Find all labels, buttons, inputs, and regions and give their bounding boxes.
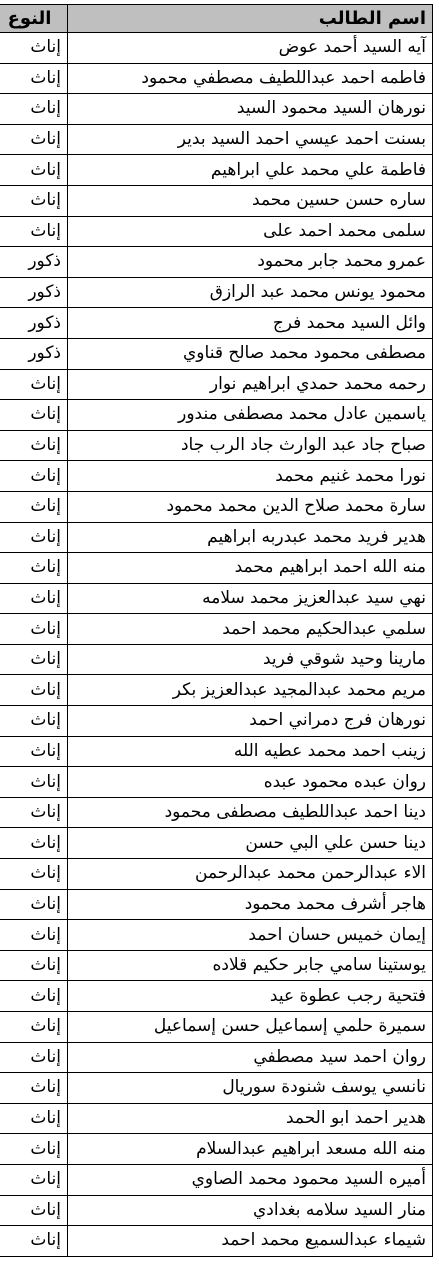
table-row: [0, 369, 433, 400]
gender-cell: إناث: [0, 1042, 68, 1073]
table-row: [0, 920, 433, 951]
table-row: [0, 33, 433, 64]
gender-cell: إناث: [0, 583, 68, 614]
student-name-cell: سلمى محمد احمد على: [68, 216, 433, 247]
gender-cell: إناث: [0, 644, 68, 675]
table-row: [0, 277, 433, 308]
gender-cell: إناث: [0, 124, 68, 155]
student-name-cell: هدير فريد محمد عبدربه ابراهيم: [68, 522, 433, 553]
table-row: [0, 461, 433, 492]
table-row: [0, 247, 433, 278]
table-row: [0, 889, 433, 920]
table-header-row: [0, 5, 433, 33]
student-name-cell: زينب احمد محمد عطيه الله: [68, 736, 433, 767]
table-row: [0, 1134, 433, 1165]
student-name-cell: رحمه محمد حمدي ابراهيم نوار: [68, 369, 433, 400]
student-name-cell: دينا حسن علي البي حسن: [68, 828, 433, 859]
student-name-cell: إيمان خميس حسان احمد: [68, 920, 433, 951]
student-name-cell: مارينا وحيد شوقي فريد: [68, 644, 433, 675]
student-name-cell: نورهان السيد محمود السيد: [68, 94, 433, 125]
gender-cell: إناث: [0, 1226, 68, 1257]
table-row: [0, 706, 433, 737]
gender-cell: إناث: [0, 920, 68, 951]
gender-cell: إناث: [0, 94, 68, 125]
student-name-cell: روان عبده محمود عبده: [68, 767, 433, 798]
gender-cell: إناث: [0, 859, 68, 890]
table-row: [0, 400, 433, 431]
student-name-cell: منه الله مسعد ابراهيم عبدالسلام: [68, 1134, 433, 1165]
student-name-cell: سميرة حلمي إسماعيل حسن إسماعيل: [68, 1012, 433, 1043]
student-name-cell: الاء عبدالرحمن محمد عبدالرحمن: [68, 859, 433, 890]
student-name-cell: ساره حسن حسين محمد: [68, 185, 433, 216]
gender-cell: إناث: [0, 889, 68, 920]
student-name-cell: مصطفى محمود محمد صالح قناوي: [68, 338, 433, 369]
table-row: [0, 1073, 433, 1104]
gender-cell: إناث: [0, 1195, 68, 1226]
table-row: [0, 859, 433, 890]
table-row: [0, 1012, 433, 1043]
gender-cell: إناث: [0, 155, 68, 186]
gender-cell: إناث: [0, 828, 68, 859]
student-name-cell: هاجر أشرف محمد محمود: [68, 889, 433, 920]
table-row: [0, 185, 433, 216]
table-row: [0, 981, 433, 1012]
student-name-cell: سلمي عبدالحكيم محمد احمد: [68, 614, 433, 645]
table-row: [0, 583, 433, 614]
student-name-cell: منار السيد سلامه بغدادي: [68, 1195, 433, 1226]
gender-cell: إناث: [0, 675, 68, 706]
gender-cell: ذكور: [0, 247, 68, 278]
table-row: [0, 675, 433, 706]
student-name-cell: صباح جاد عبد الوارث جاد الرب جاد: [68, 430, 433, 461]
table-row: [0, 1042, 433, 1073]
student-name-cell: منه الله احمد ابراهيم محمد: [68, 553, 433, 584]
gender-cell: إناث: [0, 736, 68, 767]
student-name-cell: نورهان فرج دمراني احمد: [68, 706, 433, 737]
student-name-cell: محمود يونس محمد عبد الرازق: [68, 277, 433, 308]
student-name-cell: نهي سيد عبدالعزيز محمد سلامه: [68, 583, 433, 614]
gender-cell: إناث: [0, 614, 68, 645]
student-name-cell: فاطمة علي محمد علي ابراهيم: [68, 155, 433, 186]
student-name-cell: شيماء عبدالسميع محمد احمد: [68, 1226, 433, 1257]
table-row: [0, 1103, 433, 1134]
student-name-cell: سارة محمد صلاح الدين محمد محمود: [68, 491, 433, 522]
table-row: [0, 614, 433, 645]
table-row: [0, 308, 433, 339]
table-row: [0, 124, 433, 155]
gender-cell: إناث: [0, 400, 68, 431]
student-name-cell: مريم محمد عبدالمجيد عبدالعزيز بكر: [68, 675, 433, 706]
gender-cell: إناث: [0, 63, 68, 94]
gender-cell: إناث: [0, 950, 68, 981]
gender-cell: إناث: [0, 1134, 68, 1165]
student-name-cell: هدير احمد ابو الحمد: [68, 1103, 433, 1134]
gender-cell: إناث: [0, 369, 68, 400]
gender-cell: إناث: [0, 33, 68, 64]
gender-cell: ذكور: [0, 338, 68, 369]
gender-cell: إناث: [0, 797, 68, 828]
gender-cell: إناث: [0, 1012, 68, 1043]
table-row: [0, 767, 433, 798]
student-name-cell: نورا محمد غنيم محمد: [68, 461, 433, 492]
table-row: [0, 1226, 433, 1257]
table-row: [0, 644, 433, 675]
table-row: [0, 491, 433, 522]
table-row: [0, 1164, 433, 1195]
student-name-cell: بسنت احمد عيسي احمد السيد بدير: [68, 124, 433, 155]
table-row: [0, 1195, 433, 1226]
table-row: [0, 736, 433, 767]
gender-cell: إناث: [0, 491, 68, 522]
students-table: [0, 4, 433, 1257]
gender-cell: إناث: [0, 216, 68, 247]
student-name-cell: وائل السيد محمد فرج: [68, 308, 433, 339]
student-name-cell: نانسي يوسف شنودة سوريال: [68, 1073, 433, 1104]
gender-cell: إناث: [0, 185, 68, 216]
gender-cell: إناث: [0, 767, 68, 798]
table-row: [0, 216, 433, 247]
gender-cell: إناث: [0, 1073, 68, 1104]
table-row: [0, 950, 433, 981]
student-name-cell: عمرو محمد جابر محمود: [68, 247, 433, 278]
student-name-cell: ياسمين عادل محمد مصطفى مندور: [68, 400, 433, 431]
gender-cell: إناث: [0, 461, 68, 492]
gender-cell: ذكور: [0, 308, 68, 339]
student-name-cell: أميره السيد محمود محمد الصاوي: [68, 1164, 433, 1195]
table-row: [0, 338, 433, 369]
header-student-name: اسم الطالب: [68, 5, 433, 33]
gender-cell: إناث: [0, 553, 68, 584]
student-name-cell: دينا احمد عبداللطيف مصطفى محمود: [68, 797, 433, 828]
gender-cell: إناث: [0, 1103, 68, 1134]
student-name-cell: فاطمه احمد عبداللطيف مصطفي محمود: [68, 63, 433, 94]
header-gender: النوع: [0, 5, 68, 33]
gender-cell: إناث: [0, 430, 68, 461]
table-row: [0, 522, 433, 553]
table-row: [0, 430, 433, 461]
student-list-sheet: [4, 4, 433, 1257]
student-name-cell: آيه السيد أحمد عوض: [68, 33, 433, 64]
table-row: [0, 797, 433, 828]
table-row: [0, 155, 433, 186]
gender-cell: إناث: [0, 522, 68, 553]
student-name-cell: روان احمد سيد مصطفي: [68, 1042, 433, 1073]
student-name-cell: فتحية رجب عطوة عيد: [68, 981, 433, 1012]
gender-cell: إناث: [0, 1164, 68, 1195]
table-body: [0, 33, 433, 1257]
gender-cell: إناث: [0, 981, 68, 1012]
table-row: [0, 63, 433, 94]
table-row: [0, 828, 433, 859]
gender-cell: ذكور: [0, 277, 68, 308]
student-name-cell: يوستينا سامي جابر حكيم قلاده: [68, 950, 433, 981]
table-row: [0, 94, 433, 125]
gender-cell: إناث: [0, 706, 68, 737]
table-row: [0, 553, 433, 584]
